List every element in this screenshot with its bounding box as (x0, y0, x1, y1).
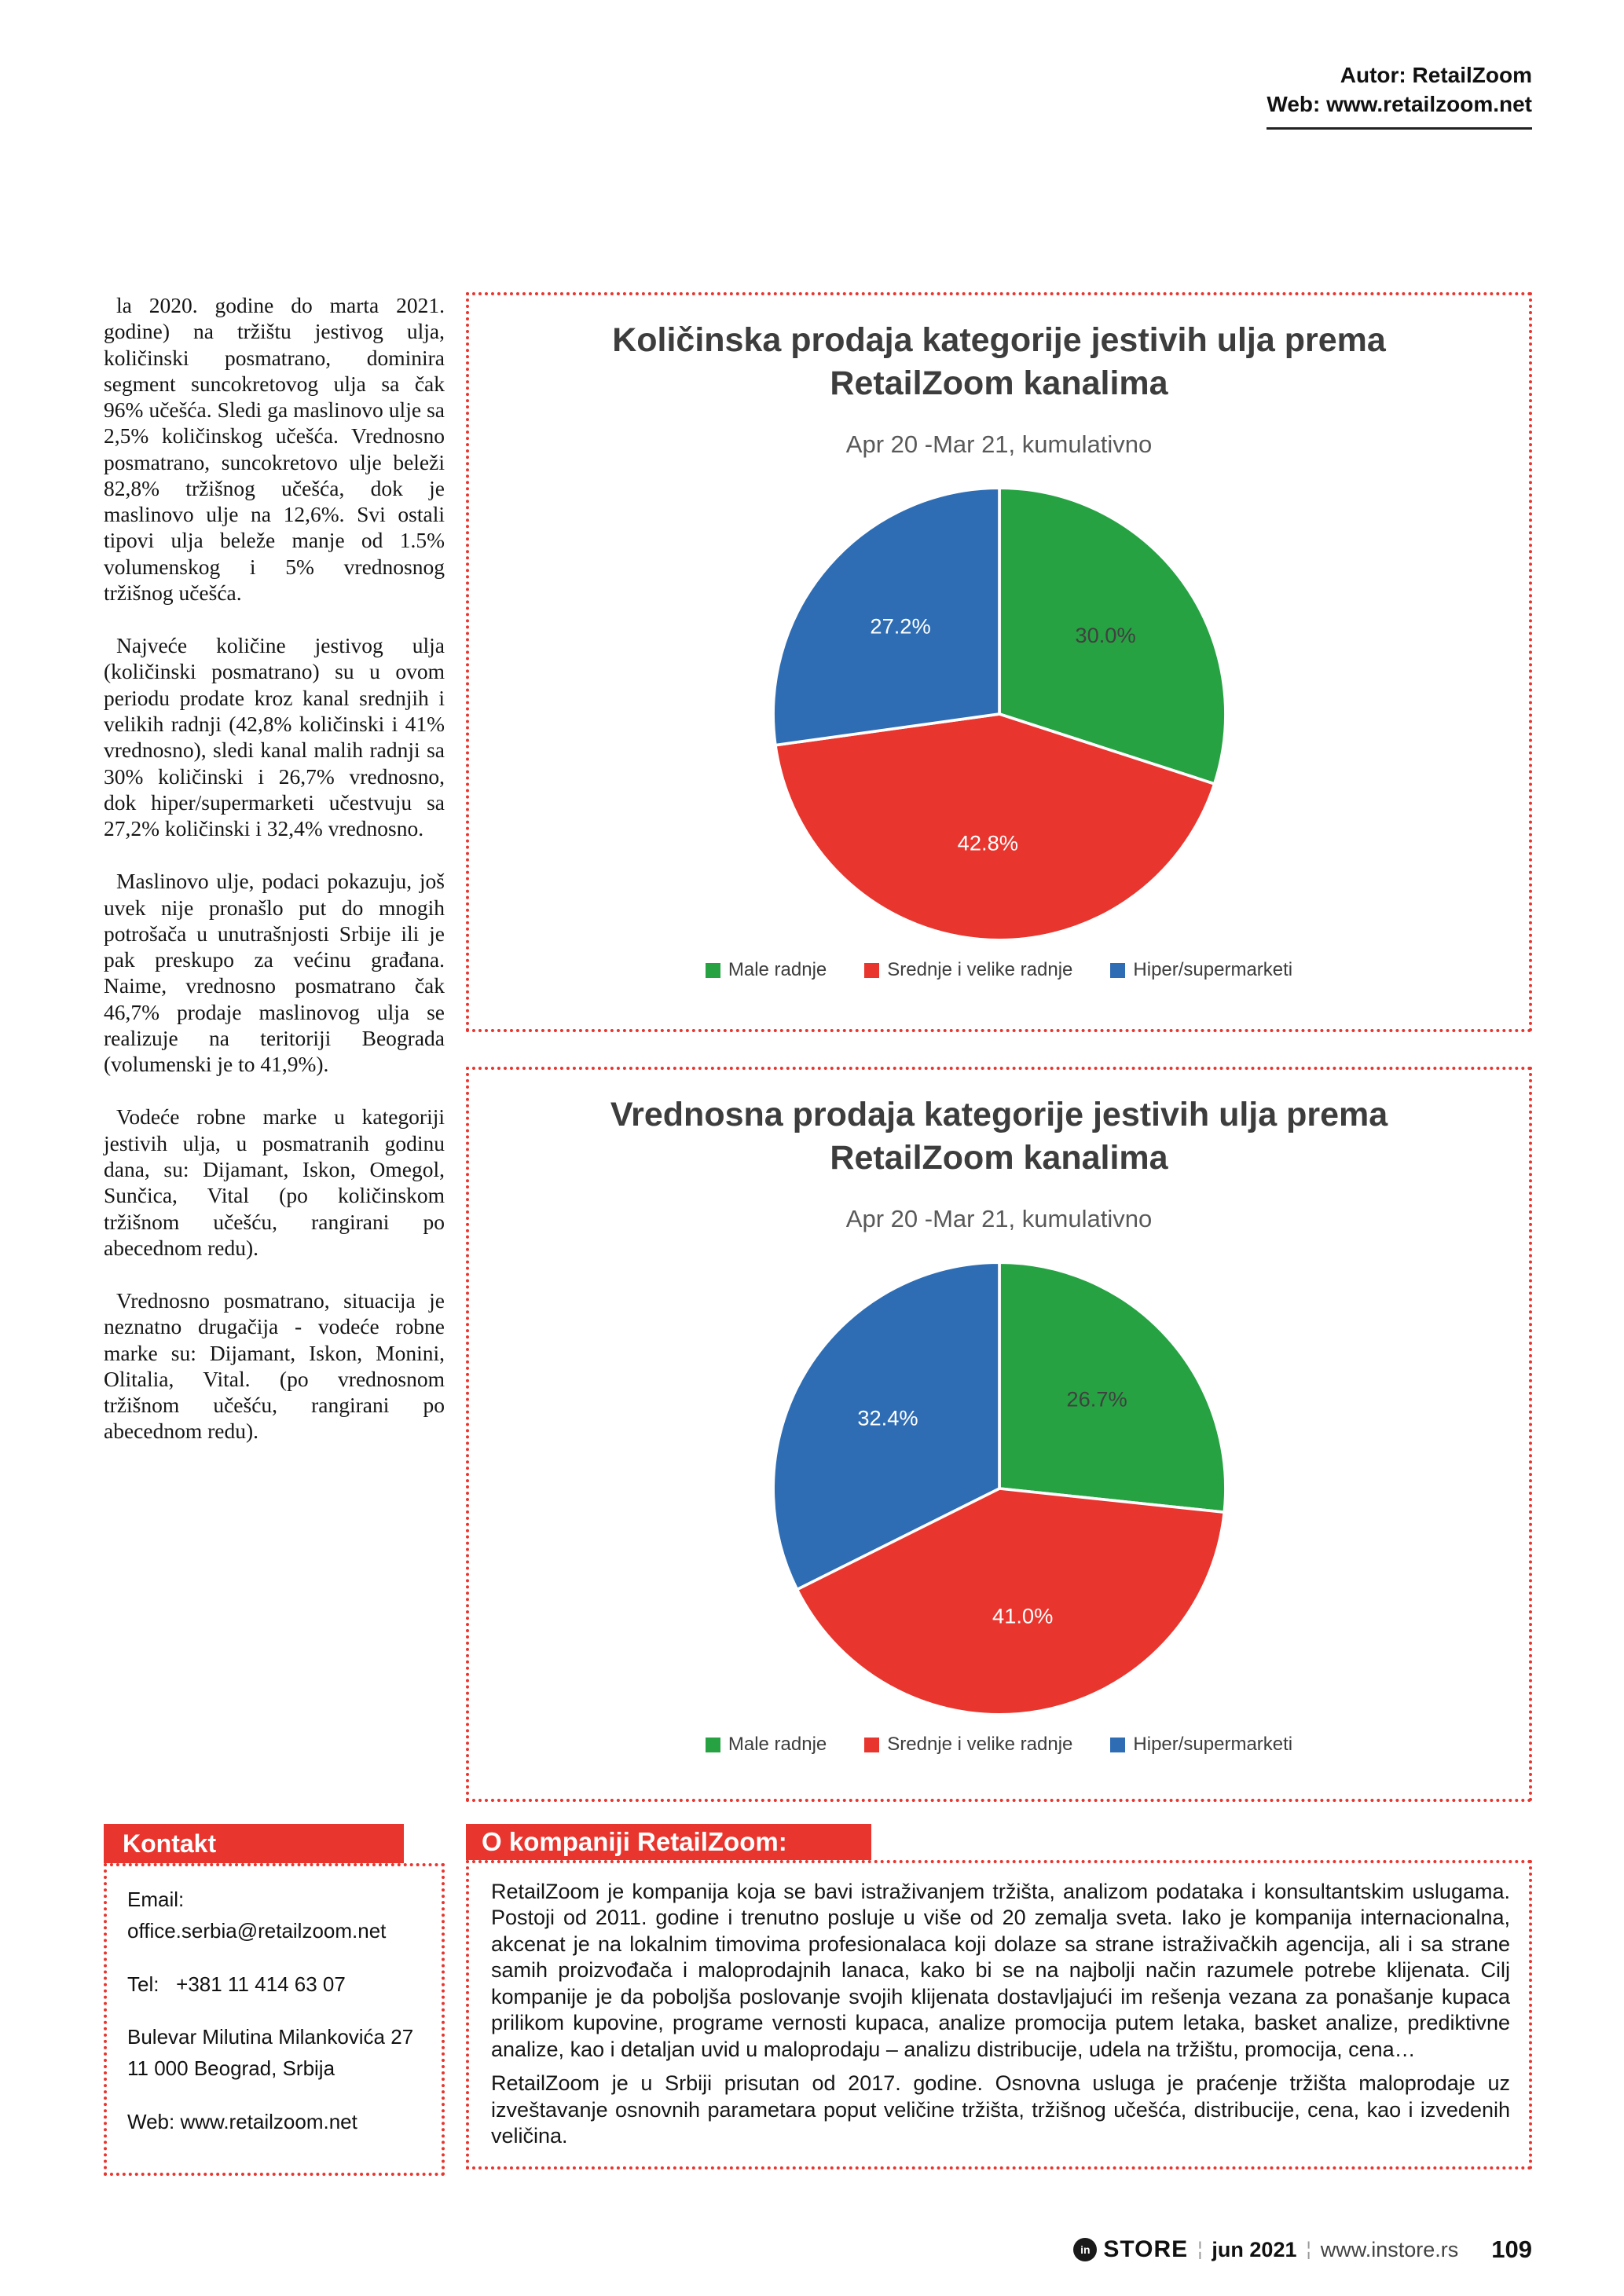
legend-label: Hiper/supermarketi (1133, 959, 1293, 981)
pie-slice-label: 42.8% (957, 830, 1018, 855)
contact-address-line2: 11 000 Beograd, Srbija (127, 2056, 335, 2081)
footer-separator: ¦ (1306, 2239, 1311, 2260)
article-column (104, 292, 445, 1471)
company-paragraphs (491, 1879, 1510, 2150)
chart-subtitle: Apr 20 -Mar 21, kumulativno (845, 1205, 1153, 1233)
legend-swatch (706, 963, 720, 978)
footer-brand: STORE (1103, 2236, 1189, 2262)
contact-phone: Tel: +381 11 414 63 07 (127, 1972, 346, 1996)
web-line: Web: www.retailzoom.net (1267, 91, 1532, 116)
contact-email: office.serbia@retailzoom.net (127, 1918, 387, 1943)
chart-subtitle: Apr 20 -Mar 21, kumulativno (845, 430, 1153, 459)
company-title-bar: O kompaniji RetailZoom: (466, 1824, 871, 1860)
legend-label: Srednje i velike radnje (887, 959, 1073, 981)
legend-item (706, 1734, 827, 1756)
legend-label: Srednje i velike radnje (887, 1734, 1073, 1756)
legend-label: Male radnje (728, 1734, 827, 1756)
page-number: 109 (1491, 2236, 1532, 2263)
contact-title-bar: Kontakt (104, 1824, 404, 1863)
chart-title: Količinska prodaja kategorije jestivih ulja prema RetailZoom kanalima (612, 321, 1386, 403)
body-paragraph: Maslinovo ulje, podaci pokazuju, još uvek nije pronašlo put do mnogih potrošača u unutrašnjosti Srbije ili je pak preskupo za većinu građana. Naime, vrednosno posmatrano čak 46,7% prodaje maslinovog ulja se realizuje na teritoriji Beograda (volumenski je to 41,9%). (104, 869, 445, 1077)
footer-site: www.instore.rs (1320, 2237, 1459, 2261)
volume-pie-chart (761, 476, 1237, 952)
legend-item (1110, 1734, 1292, 1756)
body-paragraph: la 2020. godine do marta 2021. godine) na tržištu jestivog ulja, količinski posmatrano, dominira segment suncokretovog ulja sa čak 96% učešća. Sledi ga maslinovo ulje sa 2,5% količinskog učešća. Vrednosno posmatrano, suncokretovo ulje beleži 82,8% tržišnog učešća, dok je maslinovo ulje na 12,6%. Svi ostali tipovi ulja beleže manje od 1.5% volumenskog i 5% vrednosnog tržišnog učešća. (104, 293, 445, 605)
page-header (1267, 61, 1532, 130)
footer-issue: jun 2021 (1212, 2237, 1297, 2261)
body-paragraph: Vodeće robne marke u kategoriji jestivih ulja, u posmatranih godinu dana, su: Dijamant, Iskon, Omegol, Sunčica, Vital (po količinskom tržišnom učešću, rangirani po abecednom redu). (104, 1104, 445, 1260)
legend-item (864, 959, 1072, 981)
body-paragraph: Vrednosno posmatrano, situacija je neznatno drugačija - vodeće robne marke su: Dijamant, Iskon, Monini, Olitalia, Vital. (po vrednosnom tržišnom učešću, rangirani po abecednom redu). (104, 1288, 445, 1444)
footer-separator: ¦ (1197, 2239, 1203, 2260)
legend-item (864, 1734, 1072, 1756)
legend-swatch (864, 1738, 879, 1752)
pie-slice-label: 41.0% (992, 1603, 1053, 1628)
legend-swatch (864, 963, 879, 978)
legend-label: Hiper/supermarketi (1133, 1734, 1293, 1756)
chart-legend (469, 1734, 1529, 1756)
contact-address-line1: Bulevar Milutina Milankovića 27 (127, 2025, 414, 2049)
legend-swatch (1110, 1738, 1125, 1752)
pie-slice-label: 32.4% (856, 1405, 918, 1430)
pie-slice-label: 26.7% (1065, 1386, 1127, 1412)
legend-swatch (706, 1738, 720, 1752)
legend-item (706, 959, 827, 981)
volume-chart-panel (466, 292, 1532, 1032)
legend-label: Male radnje (728, 959, 827, 981)
chart-legend (469, 959, 1529, 981)
contact-box (104, 1829, 445, 2176)
company-box (466, 1827, 1532, 2170)
value-chart-panel (466, 1067, 1532, 1802)
page-footer (1073, 2236, 1532, 2264)
company-paragraph: RetailZoom je u Srbiji prisutan od 2017. godine. Osnovna usluga je praćenje tržišta maloprodaje uz izveštavanje osnovnih parametara poput veličine tržišta, tržišnog učešća, distribucije, cena, kao i izvedenih veličina. (491, 2071, 1510, 2148)
contact-email-label: Email: (127, 1888, 185, 1911)
contact-web: Web: www.retailzoom.net (127, 2109, 357, 2133)
legend-swatch (1110, 963, 1125, 978)
author-line: Autor: RetailZoom (1340, 63, 1532, 87)
instore-logo-icon: in (1073, 2238, 1097, 2261)
pie-slice-label: 27.2% (869, 613, 931, 639)
chart-title: Vrednosna prodaja kategorije jestivih ulja prema RetailZoom kanalima (610, 1096, 1388, 1177)
body-paragraph: Najveće količine jestivog ulja (količinski posmatrano) su u ovom periodu prodate kroz kanal srednjih i velikih radnji (42,8% količinski i 41% vrednosno), sledi kanal malih radnji sa 30% količinski i 26,7% vrednosno, dok hiper/supermarketi učestvuju sa 27,2% količinski i 32,4% vrednosno. (104, 633, 445, 841)
value-pie-chart (761, 1251, 1237, 1727)
company-paragraph: RetailZoom je kompanija koja se bavi istraživanjem tržišta, analizom podataka i konsultantskim uslugama. Postoji od 2011. godine i trenutno posluje u više od 20 zemalja sveta. Iako je kompanija internacionalna, akcenat je na lokalnim timovima profesionalaca koji dolaze sa strane istraživačkih agencija, ali i sa strane samih proizvođača i maloprodajnih lanaca, kako bi se na najbolji način razumele potrebe klijenata. Cilj kompanije je da poboljša poslovanje svojih klijenata dostavljajući im rešenja vezana za ponašanje kupaca prilikom kupovine, programe vernosti kupaca, analize promocija putem letaka, basket analize, prediktivne analize, kao i detaljan uvid u maloprodaju – analizu distribucije, udela na tržištu, promocija, cena… (491, 1880, 1510, 2061)
pie-slice-label: 30.0% (1074, 623, 1136, 648)
legend-item (1110, 959, 1292, 981)
